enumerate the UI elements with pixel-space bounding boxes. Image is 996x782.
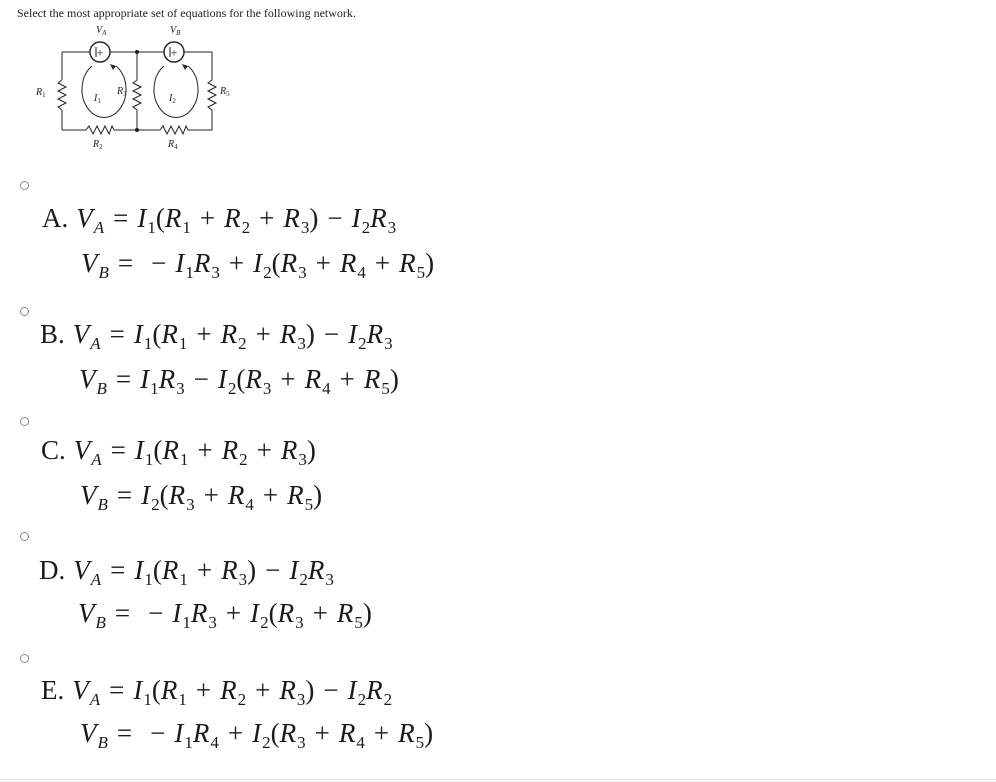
option-c-radio[interactable] [20,417,29,426]
resistor-r2 [86,126,114,134]
option-e-radio[interactable] [20,654,29,663]
label-r1: $R_1$ [36,87,46,99]
option-label: A. [42,203,69,233]
option-b-equation-1 [40,319,393,353]
junction-bottom [135,128,139,132]
option-e-equation-1 [41,675,393,709]
option-e-equation-2: $V_B$ = − $I_1R_4 + I_2(R_3 + R_4 + R_5)$ [80,718,434,752]
option-b-equation-2: $V_B = I_1R_3 - I_2(R_3 + R_4 + R_5)$ [79,364,399,398]
equation-va: $V_A = I_1(R_1 + R_2 + R_3) - I_2R_2$ [72,675,393,709]
option-a-equation-1 [42,203,397,237]
source-va-sign: + [96,45,104,60]
resistor-r5 [208,80,216,110]
mesh-current-i2-arrowhead [182,64,188,70]
option-a-radio[interactable] [20,181,29,190]
circuit-wires [62,52,212,130]
label-r3: $R_3$ [117,86,127,98]
equation-va: $V_A = I_1(R_1 + R_3) - I_2R_3$ [73,555,334,589]
question-text: Select the most appropriate set of equations for the following network. [17,6,356,20]
source-vb-sign: + [170,45,178,60]
option-d-radio[interactable] [20,532,29,541]
option-label: C. [41,435,66,465]
equation-va: $V_A = I_1(R_1 + R_2 + R_3) - I_2R_3$ [72,319,393,353]
option-d-equation-1 [39,555,334,589]
option-label: E. [41,675,65,705]
label-i1: $I_1$ [94,93,101,105]
label-vb: $V_B$ [170,25,181,37]
label-i2: $I_2$ [169,93,176,105]
resistor-r3 [133,80,141,110]
mesh-current-i2-arrow [154,66,198,117]
bottom-divider [0,779,996,780]
mesh-current-i1-arrowhead [110,64,116,70]
label-r2: $R_2$ [93,139,103,151]
circuit-diagram [30,22,250,152]
option-c-equation-2: $V_B = I_2(R_3 + R_4 + R_5)$ [80,480,323,514]
option-label: B. [40,319,65,349]
label-va: $V_A$ [96,25,107,37]
resistor-r1 [58,80,66,110]
option-d-equation-2: $V_B$ = − $I_1R_3 + I_2(R_3 + R_5)$ [78,598,372,632]
option-a-equation-2: $V_B$ = − $I_1R_3 + I_2(R_3 + R_4 + R_5)$ [81,248,435,282]
option-b-radio[interactable] [20,307,29,316]
equation-va: $V_A = I_1(R_1 + R_2 + R_3)$ [73,435,316,469]
option-label: D. [39,555,66,585]
junction-top [135,50,139,54]
resistor-r4 [160,126,188,134]
label-r5: $R_5$ [220,86,230,98]
equation-va: $V_A = I_1(R_1 + R_2 + R_3) - I_2R_3$ [76,203,397,237]
label-r4: $R_4$ [168,139,178,151]
option-c-equation-1 [41,435,316,469]
